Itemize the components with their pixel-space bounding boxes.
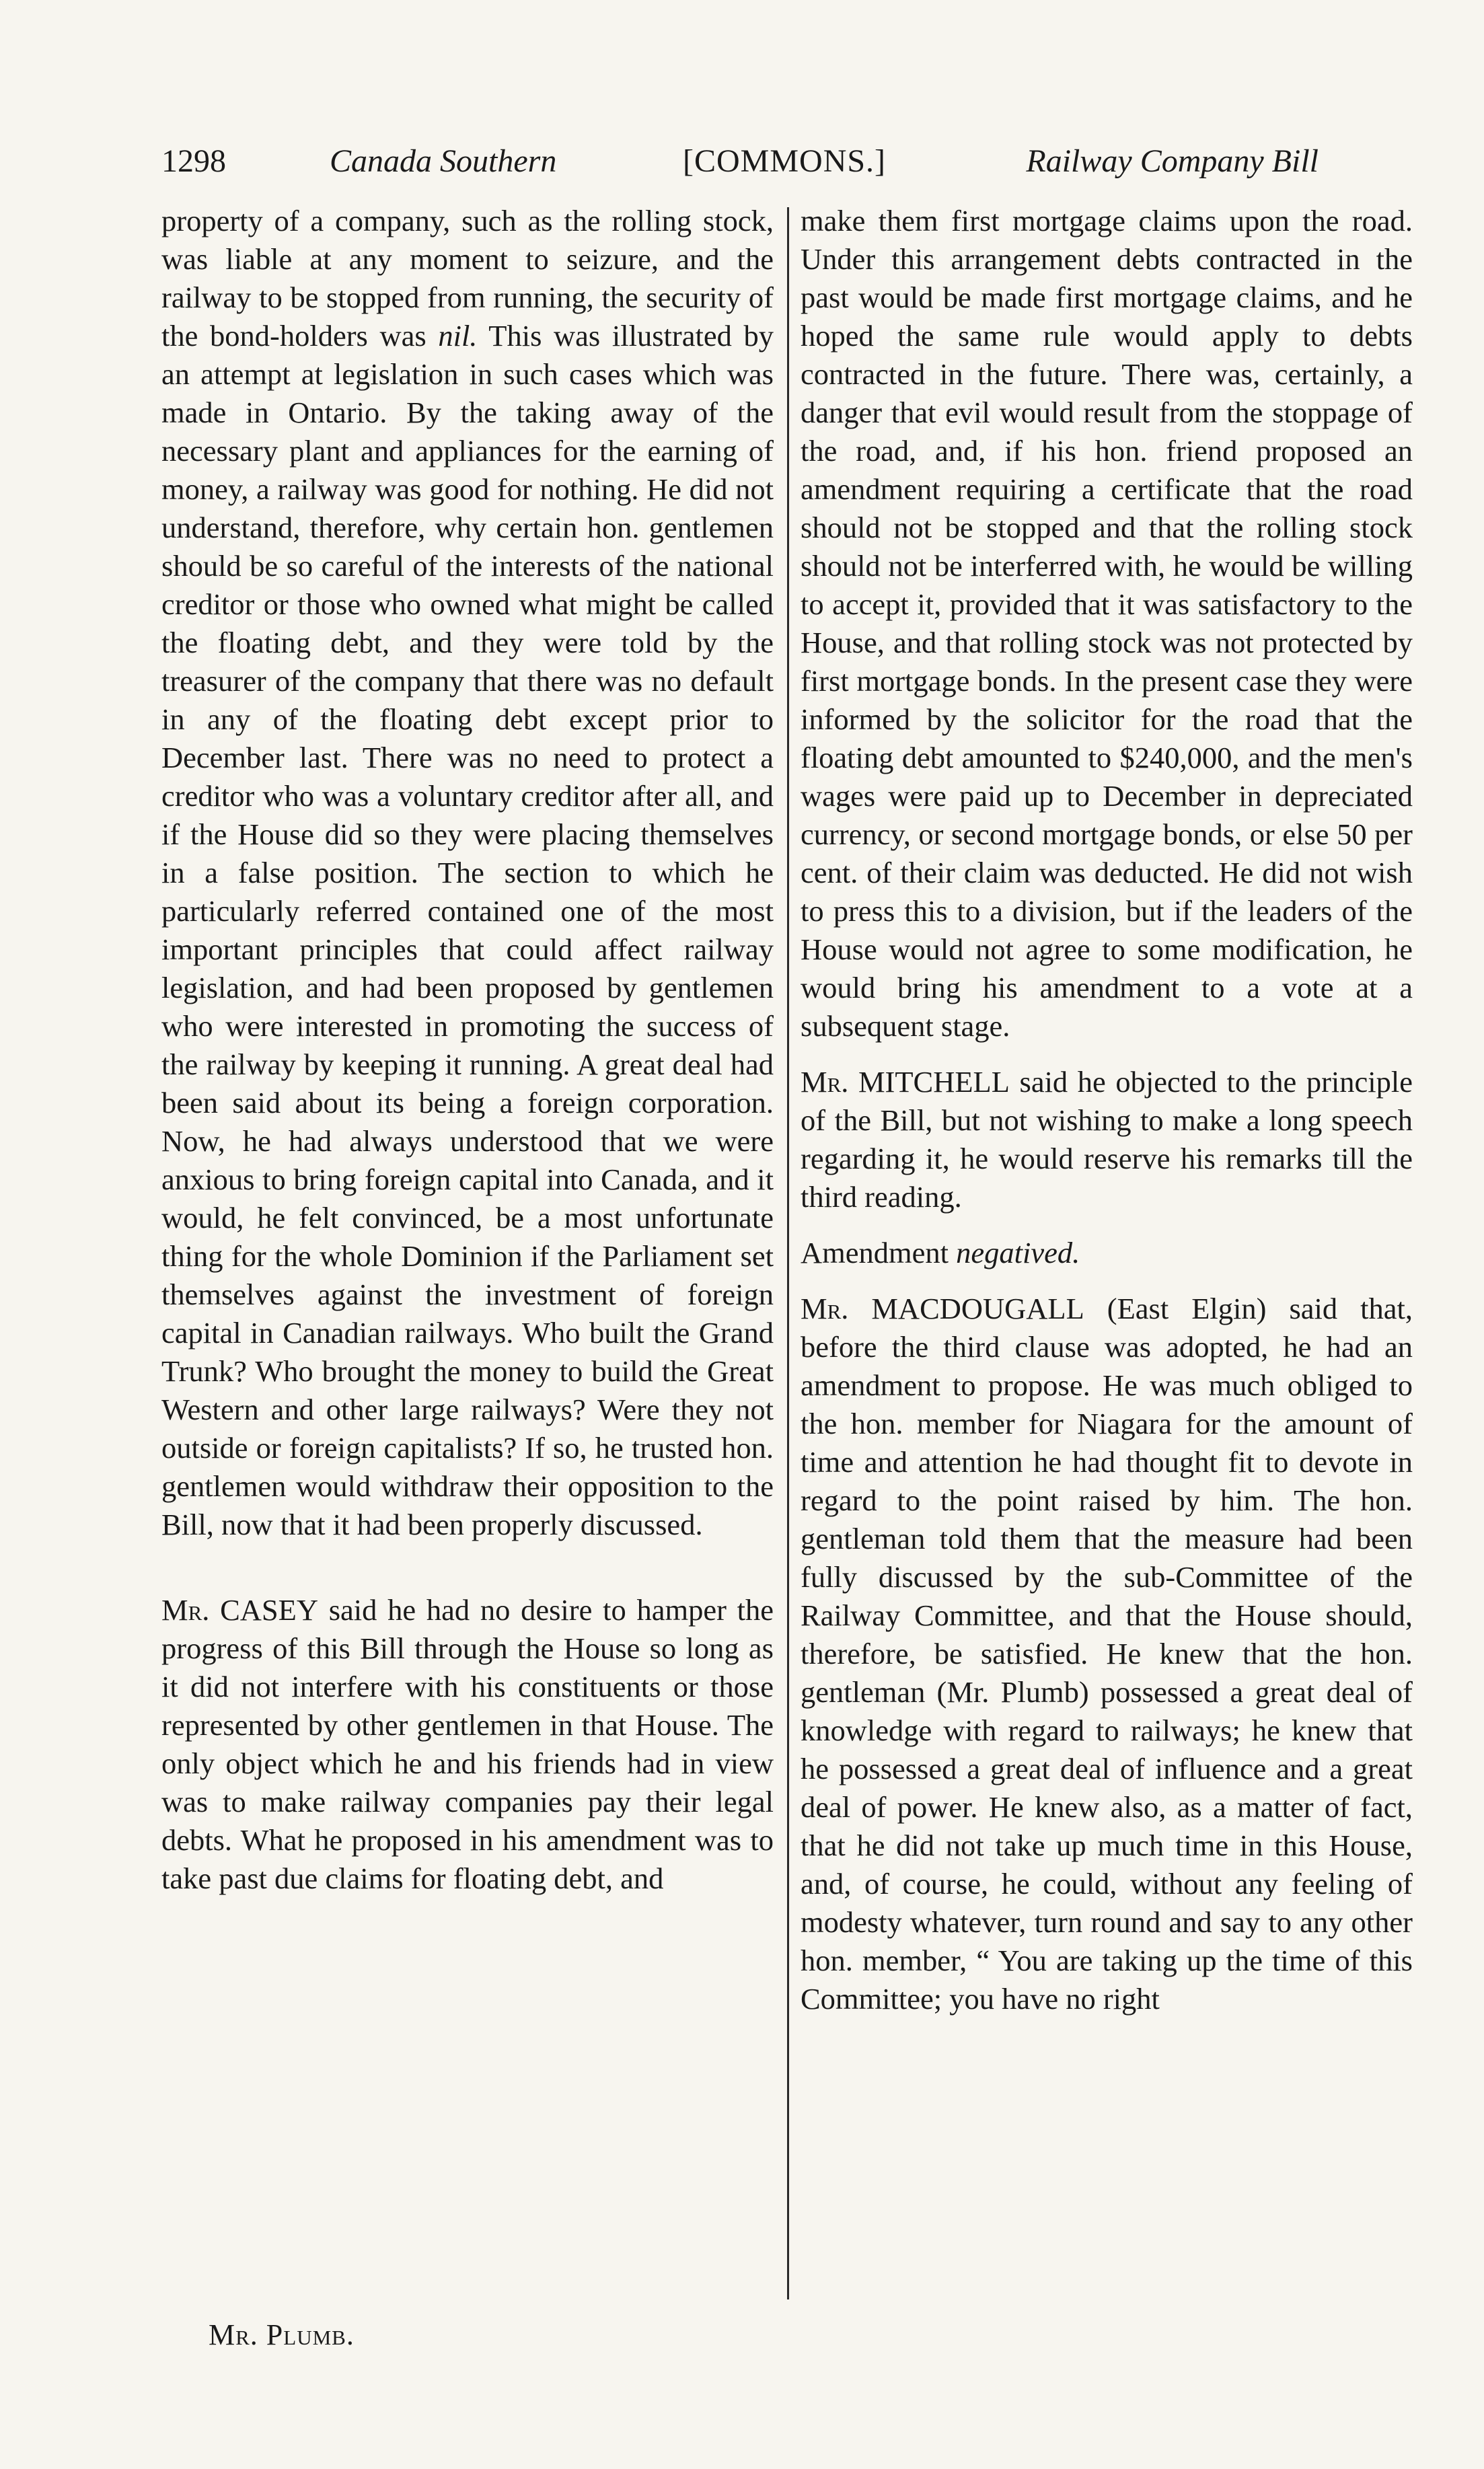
amendment-lead: Amendment xyxy=(801,1236,957,1269)
right-column xyxy=(801,202,1413,2018)
footer-catchword: Mr. Plumb. xyxy=(209,2318,355,2351)
speech-mitchell xyxy=(801,1063,1413,1216)
paragraph xyxy=(801,202,1413,1045)
speech-macdougall xyxy=(801,1290,1413,2018)
speaker-name: Mr. MACDOUGALL xyxy=(801,1292,1084,1325)
speech-text: said he objected to the principle of the Bill, but not wishing to make a long speech regarding it, he would reserve his remarks till the third reading. xyxy=(801,1065,1413,1214)
page-header xyxy=(161,138,1319,185)
emphasis-text: nil. xyxy=(438,319,478,353)
speech-text: said he had no desire to hamper the progress of this Bill through the House so long as it did not interfere with his constituents or those represented by other gentlemen in that House. The only object which he and his friends had in view was to make railway companies pay their legal debts. What he proposed in his amendment was to take past due claims for floating debt, and xyxy=(161,1593,774,1895)
left-column xyxy=(161,202,774,1898)
page-number: 1298 xyxy=(161,143,226,179)
running-title-center: [COMMONS.] xyxy=(683,143,887,179)
column-divider xyxy=(787,207,789,2299)
amendment-result xyxy=(801,1234,1413,1272)
speech-text: (East Elgin) said that, before the third clause was adopted, he had an amendment to propose. He was much obliged to the hon. member for Niagara for the amount of time and attention he had thought fit to devote in regard to the point raised by him. The hon. gentleman told them that the measure had been fully discussed by the sub-Committee of the Railway Committee, and that the House should, therefore, be satisfied. He knew that the hon. gentleman (Mr. Plumb) possessed a great deal of knowledge with regard to railways; he knew that he possessed a great deal of influence and a great deal of power. He knew also, as a matter of fact, that he did not take up much time in this House, and, of course, he could, without any feeling of modesty whatever, turn round and say to any other hon. member, “ You are taking up the time of this Committee; you have no right xyxy=(801,1292,1413,2016)
running-title-right: Railway Company Bill xyxy=(1026,143,1319,179)
paragraph-text: make them first mortgage claims upon the road. Under this arrangement debts contracted in the past would be made first mortgage claims, and he hoped the same rule would apply to debts contracted in the future. There was, certainly, a danger that evil would result from the stoppage of the road, and, if his hon. friend proposed an amendment requiring a certificate that the road should not be stopped and that the rolling stock should not be interferred with, he would be willing to accept it, provided that it was satisfactory to the House, and that rolling stock was not protected by first mortgage bonds. In the present case they were informed by the solicitor for the road that the floating debt amounted to $240,000, and the men's wages were paid up to December in depreciated currency, or second mortgage bonds, or else 50 per cent. of their claim was deducted. He did not wish to press this to a division, but if the leaders of the House would not agree to some modification, he would bring his amendment to a vote at a subsequent stage. xyxy=(801,204,1413,1043)
speech-casey xyxy=(161,1591,774,1898)
paragraph xyxy=(161,202,774,1544)
running-title-left: Canada Southern xyxy=(330,143,557,179)
amendment-outcome: negatived. xyxy=(956,1236,1080,1269)
paragraph-text: This was illustrated by an attempt at legislation in such cases which was made in Ontario. By the taking away of the necessary plant and appliances for the earning of money, a railway was good for nothing. He did not understand, therefore, why certain hon. gentlemen should be so careful of the interests of the national creditor or those who owned what might be called the floating debt, and they were told by the treasurer of the company that there was no default in any of the floating debt except prior to December last. There was no need to protect a creditor who was a voluntary creditor after all, and if the House did so they were placing themselves in a false position. The section to which he particularly referred contained one of the most important principles that could affect railway legislation, and had been proposed by gentlemen who were interested in promoting the success of the railway by keeping it running. A great deal had been said about its being a foreign corporation. Now, he had always understood that we were anxious to bring foreign capital into Canada, and it would, he felt convinced, be a most unfortunate thing for the whole Dominion if the Parliament set themselves against the investment of foreign capital in Canadian railways. Who built the Grand Trunk? Who brought the money to build the Great Western and other large railways? Were they not outside or foreign capitalists? If so, he trusted hon. gentlemen would withdraw their opposition to the Bill, now that it had been properly discussed. xyxy=(161,319,774,1541)
speaker-name: Mr. MITCHELL xyxy=(801,1065,1010,1099)
paragraph-text: property of a company, such as the rolling stock, was liable at any moment to seizure, and the railway to be stopped from running, the security of the bond-holders was xyxy=(161,204,774,353)
speaker-name: Mr. CASEY xyxy=(161,1593,318,1627)
